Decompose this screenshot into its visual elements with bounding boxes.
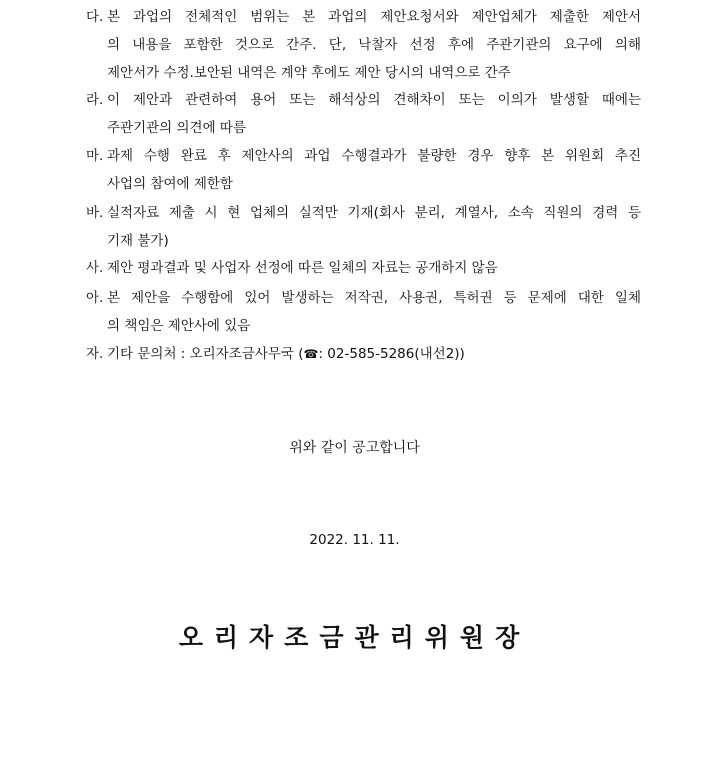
contact-phone-number: : 02-585-5286(내선2)) [318, 346, 465, 362]
list-item-text: 사업의 참여에 제한함 [107, 176, 233, 192]
list-item-line [86, 284, 641, 312]
announcement-date: 2022. 11. 11. [309, 532, 400, 548]
list-item-line [86, 31, 641, 59]
list-item-line [86, 254, 641, 282]
list-item-text: 본 과업의 전체적인 범위는 본 과업의 제안요청서와 제안업체가 제출한 제안서 [107, 9, 641, 25]
list-item-text: 의 책임은 제안사에 있음 [107, 318, 251, 334]
list-item-text: 이 제안과 관련하여 용어 또는 해석상의 견해차이 또는 이의가 발생할 때에는 [107, 92, 641, 108]
list-item-sa [86, 254, 641, 282]
list-item-text: 의 내용을 포함한 것으로 간주. 단, 낙찰자 선정 후에 주관기관의 요구에 의해 [107, 37, 641, 53]
list-item-text: 제안서가 수정.보안된 내역은 계약 후에도 제안 당시의 내역으로 간주 [107, 65, 511, 81]
list-item-ma [86, 142, 641, 198]
list-item-line [86, 170, 641, 198]
list-item-line [86, 86, 641, 114]
contact-label: 기타 문의처 : 오리자조금사무국 ( [107, 346, 304, 362]
list-item-line [86, 114, 641, 142]
list-item-da [86, 3, 641, 87]
list-item-text: 실적자료 제출 시 현 업체의 실적만 기재(회사 분리, 계열사, 소속 직원의 경력 등 [107, 205, 641, 221]
list-item-line [86, 59, 641, 87]
list-marker: 아. [86, 290, 104, 306]
list-item-a [86, 284, 641, 340]
list-item-line [86, 227, 641, 255]
telephone-icon: ☎ [303, 347, 319, 361]
list-marker: 자. [86, 346, 104, 362]
list-item-text: 본 제안을 수행함에 있어 발생하는 저작권, 사용권, 특허권 등 문제에 대한 일체 [107, 290, 641, 306]
list-item-text: 제안 평과결과 및 사업자 선정에 따른 일체의 자료는 공개하지 않음 [107, 260, 498, 276]
list-marker: 바. [86, 205, 104, 221]
list-item-line [86, 142, 641, 170]
list-item-text: 기재 불가) [107, 233, 169, 249]
list-item-line [86, 312, 641, 340]
closing-statement: 위와 같이 공고합니다 [289, 440, 420, 456]
list-item-text: 주관기관의 의견에 따름 [107, 120, 246, 136]
list-marker: 다. [86, 9, 104, 25]
list-marker: 마. [86, 148, 104, 164]
list-marker: 사. [86, 260, 104, 276]
list-item-ja [86, 340, 641, 368]
list-item-line [86, 199, 641, 227]
list-item-line [86, 340, 641, 368]
list-item-text: 과제 수행 완료 후 제안사의 과업 수행결과가 불량한 경우 향후 본 위원회 추진 [107, 148, 641, 164]
list-item-line [86, 3, 641, 31]
list-item-ra [86, 86, 641, 142]
list-marker: 라. [86, 92, 104, 108]
list-item-ba [86, 199, 641, 255]
issuer-signature: 오리자조금관리위원장 [178, 623, 531, 652]
